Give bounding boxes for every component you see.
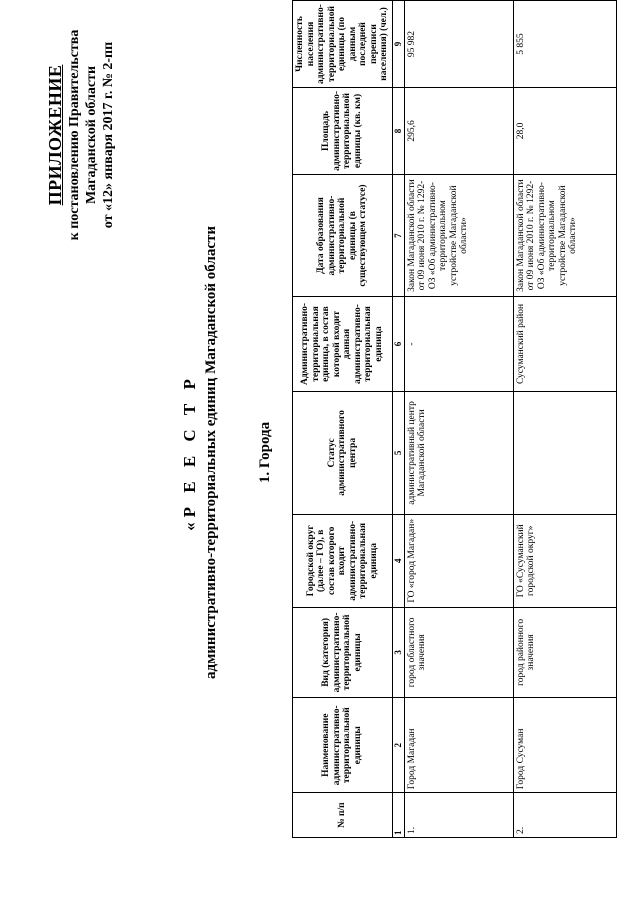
unit-type: город областного значения: [404, 607, 513, 698]
population-value: 95 982: [404, 1, 513, 88]
column-number: 2: [392, 698, 404, 793]
header-cell: Наименование административно-территориальной единицы: [293, 698, 393, 793]
column-number: 4: [392, 515, 404, 608]
column-number: 1: [392, 793, 404, 838]
parent-unit: -: [404, 297, 513, 392]
unit-name: Город Магадан: [404, 698, 513, 793]
header-cell: Статус административного центра: [293, 391, 393, 514]
column-number: 3: [392, 607, 404, 698]
table-row: [513, 1, 616, 838]
appendix-title: ПРИЛОЖЕНИЕ: [45, 64, 65, 206]
header-cell: Дата образования административно-территориальной единицы (в существующем статусе): [293, 174, 393, 296]
header-cell: Численность населения административно-территориальной единицы (по данным последней переписи населения) (чел.): [293, 1, 393, 88]
decree-line-2: Магаданской области: [84, 65, 99, 205]
parent-unit: Сусуманский район: [513, 297, 616, 392]
column-number: 8: [392, 88, 404, 175]
decree-line-3: от «12» января 2017 г. № 2-пп: [101, 41, 116, 229]
admin-center-status: [513, 391, 616, 514]
area-value: 295,6: [404, 88, 513, 175]
column-number: 6: [392, 297, 404, 392]
column-number: 9: [392, 1, 404, 88]
header-cell: № п/п: [293, 793, 393, 838]
urban-district: ГО «город Магадан»: [404, 515, 513, 608]
urban-district: ГО «Сусуманский городской округ»: [513, 515, 616, 608]
column-number: 7: [392, 174, 404, 296]
header-cell: Вид (категория) административно-территориальной единицы: [293, 607, 393, 698]
formation-date: Закон Магаданской области от 09 июня 2010 г. № 1292-ОЗ «Об административно-территориальном устройстве Магаданской области»: [513, 174, 616, 296]
area-value: 28,0: [513, 88, 616, 175]
header-cell: Административно-территориальная единица, в состав которой входит данная административно-территориальная единица: [293, 297, 393, 392]
formation-date: Закон Магаданской области от 09 июня 2010 г. № 1292-ОЗ «Об административно-территориальном устройстве Магаданской области»: [404, 174, 513, 296]
row-number: 2.: [513, 793, 616, 838]
table-header-row: [293, 1, 393, 838]
admin-center-status: административный центр Магаданской области: [404, 391, 513, 514]
table-row: [404, 1, 513, 838]
decree-line-1: к постановлению Правительства: [67, 29, 82, 241]
column-number: 5: [392, 391, 404, 514]
appendix-header: [45, 10, 117, 260]
row-number: 1.: [404, 793, 513, 838]
unit-type: город районного значения: [513, 607, 616, 698]
unit-name: Город Сусуман: [513, 698, 616, 793]
register-subtitle: административно-территориальных единиц Магаданской области: [203, 226, 219, 680]
section-heading: 1. Города: [257, 421, 273, 484]
register-table: [292, 0, 617, 838]
population-value: 5 855: [513, 1, 616, 88]
header-cell: Городской округ (далее – ГО), в состав которого входит административно-территориальная единица: [293, 515, 393, 608]
register-title: «Р Е Е С Т Р: [180, 374, 199, 531]
header-cell: Площадь административно-территориальной единицы (кв. км): [293, 88, 393, 175]
column-number-row: [392, 1, 404, 838]
